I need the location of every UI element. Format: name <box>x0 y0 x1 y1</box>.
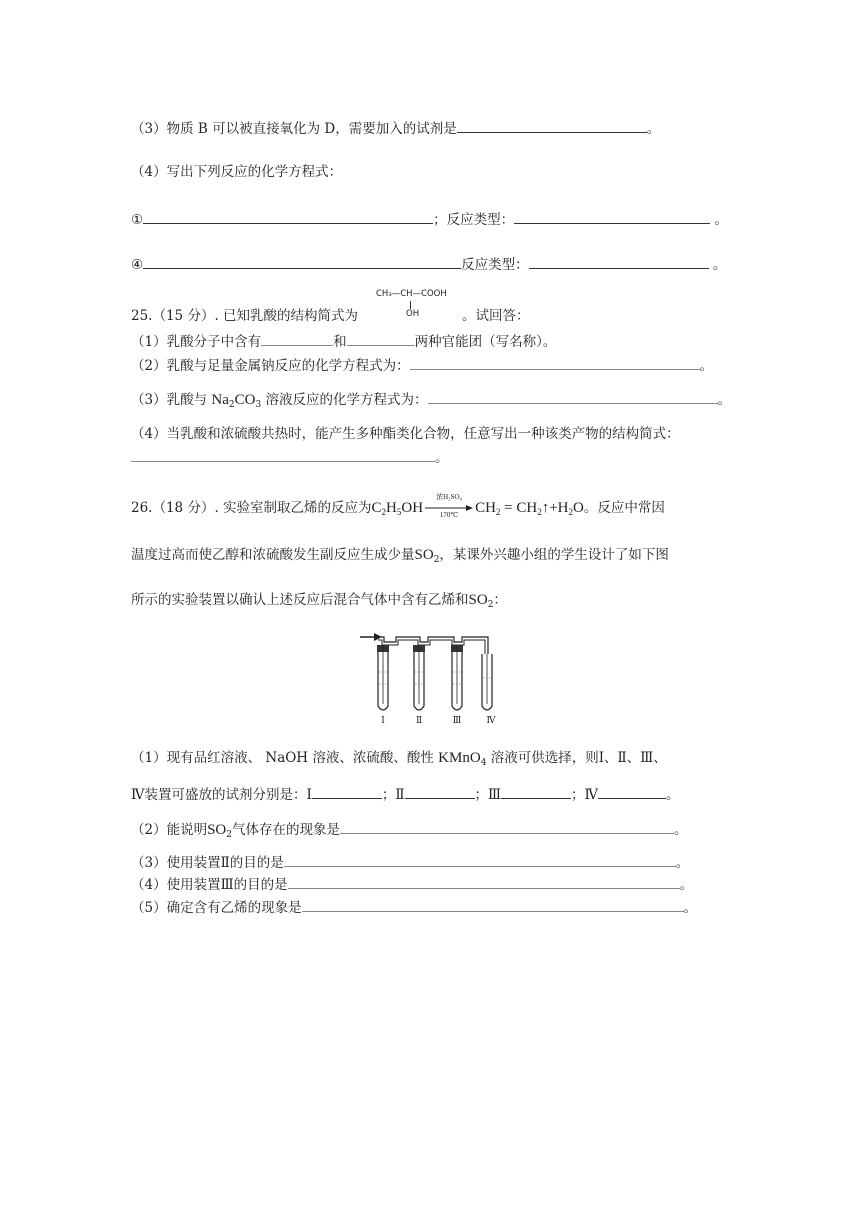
answer-blank[interactable] <box>410 354 700 370</box>
equation-blank[interactable] <box>143 253 461 269</box>
answer-blank[interactable] <box>428 388 718 404</box>
reaction-arrow: 浓H₂SO₄ 170℃ <box>425 502 473 516</box>
test-tube-3 <box>451 645 463 710</box>
q25-part4: （4）当乳酸和浓硫酸共热时，能产生多种酯类化合物，任意写出一种该类产物的结构简式： <box>131 426 680 442</box>
q25-part2: （2）乳酸与足量金属钠反应的化学方程式为： 。 <box>131 354 713 376</box>
reaction-type-blank[interactable] <box>529 253 709 269</box>
reagent-blank-1[interactable] <box>312 783 382 799</box>
q24-part4: （4）写出下列反应的化学方程式： <box>131 164 343 180</box>
q26-part4: （4）使用装置Ⅲ的目的是 。 <box>131 873 693 895</box>
answer-blank[interactable] <box>288 873 680 889</box>
tube-label-2: Ⅱ <box>415 716 423 726</box>
q25-part1: （1）乳酸分子中含有 和 两种官能团（写名称）。 <box>131 330 556 352</box>
q25-part3: （3）乳酸与 $Na_2CO_3$ 溶液反应的化学方程式为： 。 <box>131 388 731 410</box>
equation-blank[interactable] <box>143 208 433 224</box>
answer-blank[interactable] <box>302 896 684 912</box>
answer-blank[interactable] <box>340 818 674 834</box>
tube-label-4: Ⅳ <box>486 716 496 726</box>
test-tube-1 <box>377 645 389 710</box>
reagent-blank-2[interactable] <box>405 783 475 799</box>
q26-part1: （1）现有品红溶液、 NaOH 溶液、浓硫酸、酸性 KMnO$_4$ 溶液可供选择，则Ⅰ、Ⅱ、Ⅲ、 <box>131 750 667 768</box>
test-tube-4 <box>482 654 492 710</box>
answer-blank[interactable] <box>131 446 435 462</box>
q26-line2: 温度过高而使乙醇和浓硫酸发生副反应生成少量$SO_2$，某课外兴趣小组的学生设计了如下图 <box>131 547 669 565</box>
q26-part1-blanks: Ⅳ装置可盛放的试剂分别是：Ⅰ ；Ⅱ ；Ⅲ ；Ⅳ 。 <box>131 783 680 805</box>
reagent-blank-3[interactable] <box>501 783 571 799</box>
test-tube-2 <box>413 645 425 710</box>
q26-part3: （3）使用装置Ⅱ的目的是 。 <box>131 851 689 873</box>
tube-label-3: Ⅲ <box>452 716 462 726</box>
q26-header: 26.（18 分）. 实验室制取乙烯的反应为$C_2H_5OH$ 浓H₂SO₄ 170℃ $CH_2$ = $CH_2↑+H_2O$。反应中常因 <box>131 492 665 519</box>
q25-header: 25.（15 分）. 已知乳酸的结构简式为 。试回答： <box>131 308 530 324</box>
lactic-acid-structure: CH₃—CH—COOH OH <box>376 289 447 319</box>
q24-equation-4: ④ 反应类型： 。 <box>131 253 726 275</box>
answer-blank[interactable] <box>261 330 333 346</box>
q24-part3: （3）物质 B 可以被直接氧化为 D，需要加入的试剂是 。 <box>131 117 660 139</box>
q24-equation-1: ① ；反应类型： 。 <box>131 208 728 230</box>
apparatus-figure <box>358 628 508 728</box>
q25-part4-answer: 。 <box>131 446 449 468</box>
reaction-type-blank[interactable] <box>514 208 710 224</box>
q26-part2: （2）能说明$SO_2$气体存在的现象是 。 <box>131 818 688 840</box>
reaction-equation: $C_2H_5OH$ 浓H₂SO₄ 170℃ $CH_2$ = $CH_2↑+H_2O$ <box>371 492 584 519</box>
reagent-blank-4[interactable] <box>598 783 666 799</box>
tube-label-1: Ⅰ <box>381 716 385 726</box>
answer-blank[interactable] <box>457 117 647 133</box>
q26-part5: （5）确定含有乙烯的现象是 。 <box>131 896 697 918</box>
answer-blank[interactable] <box>284 851 676 867</box>
answer-blank[interactable] <box>347 330 415 346</box>
q26-line3: 所示的实验装置以确认上述反应后混合气体中含有乙烯和$SO_2$： <box>131 592 507 610</box>
